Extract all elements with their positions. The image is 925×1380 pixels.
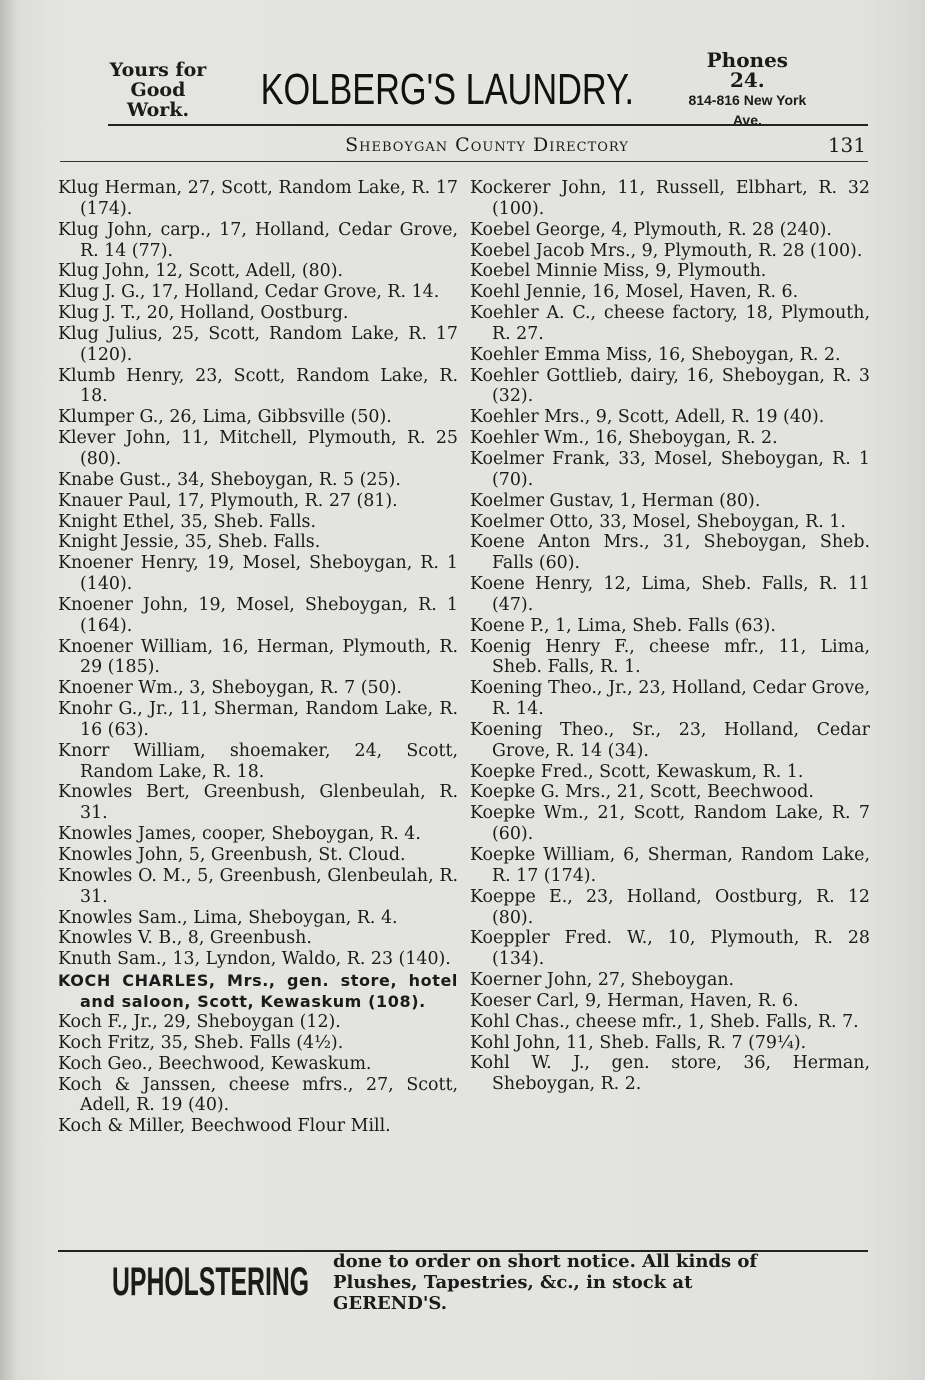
footer-advertisement — [112, 1250, 812, 1314]
directory-entry: Koebel Minnie Miss, 9, Plymouth. — [470, 261, 767, 282]
directory-entry: Knauer Paul, 17, Plymouth, R. 27 (81). — [58, 490, 398, 511]
directory-entry: Knuth Sam., 13, Lyndon, Waldo, R. 23 (140). — [58, 949, 451, 970]
directory-entry: Koehler A. C., cheese factory, 18, Plymouth, R. 27. — [470, 303, 870, 344]
directory-entry: Koenig Henry F., cheese mfr., 11, Lima, Sheb. Falls, R. 1. — [470, 636, 870, 678]
header-advertisement — [108, 48, 808, 128]
directory-entry: Koene P., 1, Lima, Sheb. Falls (63). — [470, 615, 776, 636]
directory-entry: Kockerer John, 11, Russell, Elbhart, R. 32 (100). — [470, 178, 870, 219]
directory-entry: Koehler Emma Miss, 16, Sheboygan, R. 2. — [470, 344, 841, 365]
directory-entry: Knowles O. M., 5, Greenbush, Glenbeulah, R. 31. — [58, 865, 458, 907]
directory-entry: Klug John, 12, Scott, Adell, (80). — [58, 261, 344, 282]
directory-entry: Koehler Mrs., 9, Scott, Adell, R. 19 (40). — [470, 407, 825, 428]
directory-entry: Koebel George, 4, Plymouth, R. 28 (240). — [470, 219, 832, 240]
directory-entry: Koelmer Frank, 33, Mosel, Sheboygan, R. 1 (70). — [470, 448, 870, 490]
running-head — [108, 131, 866, 159]
directory-entry: Koeser Carl, 9, Herman, Haven, R. 6. — [470, 990, 799, 1011]
directory-entry: Knoener William, 16, Herman, Plymouth, R. 29 (185). — [58, 636, 458, 678]
directory-entry: Koene Anton Mrs., 31, Sheboygan, Sheb. Falls (60). — [470, 532, 870, 574]
directory-entry: Knight Jessie, 35, Sheb. Falls. — [58, 532, 321, 553]
directory-entry: Koehler Wm., 16, Sheboygan, R. 2. — [470, 428, 778, 449]
header-rule — [108, 124, 868, 126]
directory-entry: Koerner John, 27, Sheboygan. — [470, 970, 735, 991]
directory-entry: Koehl Jennie, 16, Mosel, Haven, R. 6. — [470, 282, 799, 303]
directory-entry: Koening Theo., Jr., 23, Holland, Cedar Grove, R. 14. — [470, 678, 870, 720]
ad-contact — [687, 50, 808, 130]
ad-slogan — [108, 60, 208, 120]
directory-entry: Kohl John, 11, Sheb. Falls, R. 7 (79¼). — [470, 1032, 807, 1053]
directory-entry: Kohl W. J., gen. store, 36, Herman, Sheboygan, R. 2. — [470, 1053, 870, 1095]
directory-entry: Koepke Fred., Scott, Kewaskum, R. 1. — [470, 761, 804, 782]
directory-entry: Koelmer Gustav, 1, Herman (80). — [470, 490, 761, 511]
directory-entry: Klumb Henry, 23, Scott, Random Lake, R. 18. — [58, 365, 458, 407]
directory-entry: Knowles Bert, Greenbush, Glenbeulah, R. 31. — [58, 782, 458, 824]
directory-entry: Koepke Wm., 21, Scott, Random Lake, R. 7 (60). — [470, 803, 870, 845]
directory-entry: Koebel Jacob Mrs., 9, Plymouth, R. 28 (100). — [470, 240, 863, 261]
ad-slogan-line1: Yours for — [109, 59, 207, 81]
footer-ad-text — [333, 1251, 812, 1314]
right-column — [470, 178, 870, 1095]
directory-entry: Knabe Gust., 34, Sheboygan, R. 5 (25). — [58, 469, 401, 490]
directory-entry: Knorr William, shoemaker, 24, Scott, Random Lake, R. 18. — [58, 740, 458, 782]
directory-entry: Knoener John, 19, Mosel, Sheboygan, R. 1 (164). — [58, 594, 458, 636]
directory-entry: Knowles V. B., 8, Greenbush. — [58, 928, 312, 949]
directory-entry: Knoener Wm., 3, Sheboygan, R. 7 (50). — [58, 678, 402, 699]
directory-entry: Klug Herman, 27, Scott, Random Lake, R. 17 (174). — [58, 178, 458, 219]
directory-entry: Klumper G., 26, Lima, Gibbsville (50). — [58, 407, 392, 428]
directory-entry: Koch Fritz, 35, Sheb. Falls (4½). — [58, 1032, 344, 1053]
directory-entry: Koelmer Otto, 33, Mosel, Sheboygan, R. 1. — [470, 511, 846, 532]
directory-entry: Kohl Chas., cheese mfr., 1, Sheb. Falls, R. 7. — [470, 1011, 859, 1032]
footer-ad-line2: Plushes, Tapestries, &c., in stock at GEREND'S. — [333, 1271, 693, 1314]
ad-slogan-line2: Good Work. — [126, 79, 190, 121]
directory-entry: Koehler Gottlieb, dairy, 16, Sheboygan, R. 3 (32). — [470, 365, 870, 407]
directory-entry: Koch F., Jr., 29, Sheboygan (12). — [58, 1012, 341, 1033]
page-number: 131 — [827, 133, 866, 157]
footer-ad-line1: done to order on short notice. All kinds of — [333, 1250, 758, 1272]
directory-entry: Koch Geo., Beechwood, Kewaskum. — [58, 1053, 372, 1074]
ad-address: 814-816 New York Ave. — [688, 92, 807, 128]
directory-entry: Klug J. G., 17, Holland, Cedar Grove, R. 14. — [58, 282, 440, 303]
directory-entry: KOCH CHARLES, Mrs., gen. store, hotel and saloon, Scott, Kewaskum (108). — [58, 971, 458, 1012]
ad-brand-name: KOLBERG'S LAUNDRY. — [260, 65, 635, 114]
footer-ad-headline: UPHOLSTERING — [112, 1259, 310, 1304]
directory-entry: Koening Theo., Sr., 23, Holland, Cedar Grove, R. 14 (34). — [470, 719, 870, 761]
directory-entry: Koch & Miller, Beechwood Flour Mill. — [58, 1116, 391, 1137]
running-head-rule — [60, 161, 868, 162]
directory-entry: Knowles Sam., Lima, Sheboygan, R. 4. — [58, 907, 398, 928]
directory-entry: Klug John, carp., 17, Holland, Cedar Grove, R. 14 (77). — [58, 219, 458, 261]
directory-entry: Koepke William, 6, Sherman, Random Lake, R. 17 (174). — [470, 845, 870, 886]
directory-entry: Knowles John, 5, Greenbush, St. Cloud. — [58, 845, 406, 865]
directory-entry: Knohr G., Jr., 11, Sherman, Random Lake, R. 16 (63). — [58, 699, 458, 740]
directory-entry: Knoener Henry, 19, Mosel, Sheboygan, R. 1 (140). — [58, 553, 458, 595]
directory-entry: Koch & Janssen, cheese mfrs., 27, Scott, Adell, R. 19 (40). — [58, 1074, 458, 1116]
directory-entry: Klug Julius, 25, Scott, Random Lake, R. 17 (120). — [58, 323, 458, 365]
directory-entry: Koepke G. Mrs., 21, Scott, Beechwood. — [470, 782, 814, 803]
directory-entry: Knowles James, cooper, Sheboygan, R. 4. — [58, 824, 421, 845]
directory-entry: Klever John, 11, Mitchell, Plymouth, R. 25 (80). — [58, 428, 458, 469]
directory-entry: Koeppe E., 23, Holland, Oostburg, R. 12 (80). — [470, 886, 870, 928]
directory-entry: Klug J. T., 20, Holland, Oostburg. — [58, 303, 349, 324]
left-column — [58, 178, 458, 1137]
directory-entry: Knight Ethel, 35, Sheb. Falls. — [58, 511, 317, 532]
running-head-title: Sheboygan County Directory — [345, 134, 629, 156]
directory-entry: Koeppler Fred. W., 10, Plymouth, R. 28 (134). — [470, 928, 870, 970]
ad-phones: Phones 24. — [706, 48, 789, 92]
directory-entry: Koene Henry, 12, Lima, Sheb. Falls, R. 11 (47). — [470, 574, 870, 615]
